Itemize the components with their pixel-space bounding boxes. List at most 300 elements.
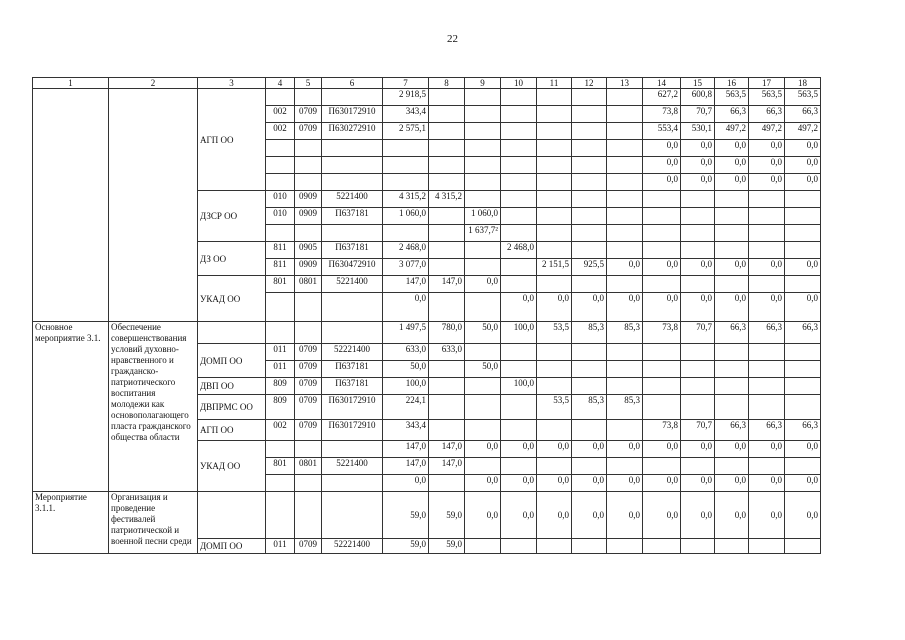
table-cell [643,225,681,242]
table-cell [572,140,607,157]
table-cell: 66,3 [785,322,821,344]
table-cell [715,225,749,242]
table-cell: 0,0 [715,441,749,458]
table-cell [383,225,429,242]
table-cell: 66,3 [749,106,785,123]
table-cell [572,208,607,225]
table-cell [501,259,537,276]
table-cell [572,242,607,259]
executor-cell: ДВП ОО [198,378,266,395]
table-cell: 5221400 [322,191,383,208]
table-cell [715,395,749,420]
table-cell: 0,0 [785,475,821,492]
table-cell [572,420,607,441]
table-cell: 0,0 [537,441,572,458]
table-cell [537,276,572,293]
table-cell [429,395,465,420]
column-header: 1 [33,78,109,89]
table-cell: 2 575,1 [383,123,429,140]
column-header: 9 [465,78,501,89]
table-cell: П637181 [322,378,383,395]
table-cell: 801 [266,276,295,293]
table-cell: 53,5 [537,395,572,420]
table-cell [607,106,643,123]
table-cell [537,89,572,106]
table-cell: 0,0 [681,140,715,157]
table-cell: 147,0 [429,276,465,293]
table-cell [681,344,715,361]
table-cell: 0801 [295,458,322,475]
table-cell [429,378,465,395]
table-cell: 0,0 [383,475,429,492]
table-cell: 0,0 [501,441,537,458]
table-cell: 50,0 [465,322,501,344]
table-cell [715,344,749,361]
table-cell [749,458,785,475]
table-cell [537,225,572,242]
table-cell: 85,3 [607,322,643,344]
table-cell: 0709 [295,420,322,441]
table-cell [537,106,572,123]
table-cell [681,361,715,378]
column-header: 17 [749,78,785,89]
table-cell: 50,0 [383,361,429,378]
table-cell: 0,0 [715,492,749,539]
table-cell [501,157,537,174]
table-cell [607,539,643,554]
table-cell: П630472910 [322,259,383,276]
table-cell [681,539,715,554]
table-cell: 0,0 [465,441,501,458]
table-cell [429,225,465,242]
table-cell: 66,3 [715,420,749,441]
column-header: 18 [785,78,821,89]
table-cell [643,539,681,554]
table-cell: 497,2 [785,123,821,140]
table-cell [607,344,643,361]
table-cell [607,191,643,208]
table-cell [501,140,537,157]
column-header: 11 [537,78,572,89]
table-cell [465,395,501,420]
table-cell: 0,0 [681,293,715,322]
table-cell: 010 [266,191,295,208]
table-cell [322,293,383,322]
table-cell: 0709 [295,539,322,554]
table-cell [607,458,643,475]
table-cell [322,492,383,539]
table-cell: 002 [266,106,295,123]
table-cell: 5221400 [322,458,383,475]
table-cell [715,242,749,259]
table-cell: 59,0 [383,539,429,554]
table-cell: 0,0 [681,174,715,191]
table-cell [785,378,821,395]
table-cell [572,344,607,361]
table-cell: 0,0 [749,293,785,322]
table-cell: 66,3 [749,322,785,344]
table-cell: 0,0 [749,475,785,492]
table-cell: 0,0 [749,157,785,174]
table-row [33,78,821,89]
table-cell [295,225,322,242]
table-cell: 002 [266,420,295,441]
table-cell [465,191,501,208]
table-cell: 66,3 [749,420,785,441]
table-cell: 59,0 [429,492,465,539]
table-cell [465,106,501,123]
table-cell: 1 497,5 [383,322,429,344]
table-cell: 0,0 [681,441,715,458]
table-cell: 1 060,0 [383,208,429,225]
table-cell: 0,0 [465,475,501,492]
continued-col2-cell [109,89,198,322]
table-cell [295,441,322,458]
table-cell [715,208,749,225]
table-cell [429,293,465,322]
table-cell: 66,3 [785,420,821,441]
table-cell [785,276,821,293]
table-cell: 0,0 [785,293,821,322]
table-cell: 0,0 [749,492,785,539]
table-cell [785,208,821,225]
table-cell [643,344,681,361]
table-cell [537,157,572,174]
table-cell: 2 468,0 [383,242,429,259]
column-header: 13 [607,78,643,89]
table-cell [429,174,465,191]
table-cell [383,157,429,174]
executor-cell [198,492,266,539]
column-header: 7 [383,78,429,89]
table-cell: 0,0 [572,293,607,322]
column-header: 14 [643,78,681,89]
table-cell: 3 077,0 [383,259,429,276]
table-cell [749,225,785,242]
table-cell: 0709 [295,395,322,420]
table-cell: 5221400 [322,276,383,293]
table-cell: 52221400 [322,344,383,361]
table-row [33,322,821,344]
table-cell: 0,0 [643,259,681,276]
table-cell [501,395,537,420]
table-cell [607,174,643,191]
table-cell: 0,0 [607,259,643,276]
table-cell: 0,0 [643,140,681,157]
table-cell: П630172910 [322,420,383,441]
table-cell: 100,0 [383,378,429,395]
table-cell: 73,8 [643,322,681,344]
table-cell [465,458,501,475]
table-cell [785,361,821,378]
table-cell: 0,0 [465,276,501,293]
table-cell [501,123,537,140]
column-header: 4 [266,78,295,89]
table-cell [465,539,501,554]
table-cell: 0,0 [383,293,429,322]
table-cell: 4 315,2 [383,191,429,208]
column-header: 8 [429,78,465,89]
table-cell: 0,0 [785,259,821,276]
table-cell: 530,1 [681,123,715,140]
table-cell [607,242,643,259]
table-cell [749,276,785,293]
table-cell [537,242,572,259]
table-cell: 1 060,0 [465,208,501,225]
table-cell [295,293,322,322]
table-cell [785,242,821,259]
table-cell: 85,3 [572,322,607,344]
table-cell [681,225,715,242]
table-cell: 0,0 [715,157,749,174]
table-cell: 0709 [295,344,322,361]
table-cell [501,276,537,293]
table-cell [715,378,749,395]
column-header: 15 [681,78,715,89]
continued-col1-cell [33,89,109,322]
table-cell [429,361,465,378]
table-cell: 0,0 [749,441,785,458]
table-cell [322,441,383,458]
table-cell [715,276,749,293]
table-cell: 73,8 [643,106,681,123]
table-cell [572,378,607,395]
table-cell [429,140,465,157]
table-cell: 0,0 [681,475,715,492]
table-cell [501,208,537,225]
table-cell [681,395,715,420]
table-cell: 002 [266,123,295,140]
executor-cell: АГП ОО [198,420,266,441]
executor-cell: ДВПРМС ОО [198,395,266,420]
table-cell: П630172910 [322,395,383,420]
table-cell: 147,0 [429,458,465,475]
table-row [33,89,821,106]
table-cell [537,361,572,378]
table-cell [785,344,821,361]
table-cell [643,242,681,259]
table-cell: 0,0 [715,293,749,322]
table-cell [572,89,607,106]
table-cell [501,420,537,441]
table-cell [465,344,501,361]
table-cell [501,344,537,361]
table-cell [501,174,537,191]
table-cell [465,174,501,191]
budget-table [32,77,821,554]
table-cell: 0709 [295,378,322,395]
table-cell: 147,0 [383,458,429,475]
table-cell: 2 151,5 [537,259,572,276]
table-cell: 0,0 [643,157,681,174]
table-cell [607,208,643,225]
table-cell [295,492,322,539]
table-cell [501,89,537,106]
table-cell: 0,0 [643,441,681,458]
table-cell [465,242,501,259]
table-cell [429,259,465,276]
table-cell: 0909 [295,259,322,276]
executor-cell: АГП ОО [198,89,266,191]
table-cell [266,225,295,242]
table-cell [465,378,501,395]
table-cell: 1 637,7² [465,225,501,242]
table-cell: 73,8 [643,420,681,441]
table-cell [572,539,607,554]
table-cell [465,420,501,441]
table-cell: 011 [266,344,295,361]
table-cell: 70,7 [681,322,715,344]
table-cell [465,157,501,174]
table-cell [749,344,785,361]
executor-cell: УКАД ОО [198,276,266,322]
table-cell [266,293,295,322]
table-cell: П637181 [322,242,383,259]
table-cell: 66,3 [715,322,749,344]
table-cell: 100,0 [501,322,537,344]
table-cell: 0,0 [572,441,607,458]
table-cell [681,378,715,395]
table-cell [749,242,785,259]
table-cell [607,157,643,174]
table-cell: 925,5 [572,259,607,276]
table-cell [643,276,681,293]
measure-description-cell: Организация и проведение фестивалей патриотической и военной песни среди [109,492,198,554]
table-cell [749,378,785,395]
table-cell: 0,0 [607,441,643,458]
table-cell: 497,2 [749,123,785,140]
table-cell [537,458,572,475]
table-cell [295,322,322,344]
table-cell [607,420,643,441]
table-cell [607,225,643,242]
table-cell [572,361,607,378]
table-cell: 0,0 [681,492,715,539]
table-cell [749,191,785,208]
column-header: 12 [572,78,607,89]
table-cell [465,140,501,157]
table-cell: 0905 [295,242,322,259]
table-cell: 4 315,2 [429,191,465,208]
column-header: 3 [198,78,266,89]
table-cell [465,293,501,322]
table-cell [607,361,643,378]
executor-cell: ДОМП ОО [198,344,266,378]
table-cell [322,475,383,492]
table-cell [295,475,322,492]
table-cell [607,140,643,157]
table-cell: 85,3 [572,395,607,420]
table-cell [537,123,572,140]
table-cell [383,140,429,157]
table-cell: 0,0 [749,174,785,191]
page-number: 22 [447,33,458,45]
table-cell: 0,0 [572,475,607,492]
table-cell [572,458,607,475]
table-cell: 0,0 [681,157,715,174]
table-cell [322,225,383,242]
table-cell [607,378,643,395]
table-cell: 0,0 [785,441,821,458]
table-cell: 85,3 [607,395,643,420]
table-cell: 343,4 [383,420,429,441]
table-cell [715,191,749,208]
table-cell [537,208,572,225]
table-cell [785,539,821,554]
table-cell [749,361,785,378]
table-cell [429,157,465,174]
table-cell [643,458,681,475]
column-header: 16 [715,78,749,89]
table-cell: 0,0 [537,492,572,539]
table-cell: П630272910 [322,123,383,140]
table-cell: 0,0 [501,475,537,492]
table-cell: 70,7 [681,420,715,441]
table-cell [322,174,383,191]
table-cell: 563,5 [715,89,749,106]
table-cell [749,208,785,225]
table-cell: 0,0 [785,492,821,539]
table-cell: 0,0 [715,475,749,492]
table-cell [429,123,465,140]
table-cell [295,157,322,174]
table-cell [295,174,322,191]
table-cell [501,539,537,554]
table-cell [537,344,572,361]
table-cell [681,242,715,259]
table-cell [322,89,383,106]
table-cell [465,89,501,106]
table-cell: 801 [266,458,295,475]
table-cell [465,123,501,140]
table-cell [537,420,572,441]
executor-cell [198,322,266,344]
table-cell: 147,0 [383,276,429,293]
table-cell: 811 [266,259,295,276]
table-cell [749,539,785,554]
table-cell [266,492,295,539]
table-cell: 780,0 [429,322,465,344]
table-cell [266,174,295,191]
table-cell [607,276,643,293]
table-cell [537,174,572,191]
table-cell: П637181 [322,208,383,225]
table-cell: 0709 [295,106,322,123]
table-cell [501,225,537,242]
executor-cell: УКАД ОО [198,441,266,492]
table-cell: 0,0 [607,492,643,539]
column-header: 5 [295,78,322,89]
table-cell [572,106,607,123]
table-cell: 0,0 [607,475,643,492]
table-cell [785,191,821,208]
table-cell: 809 [266,395,295,420]
table-cell [749,395,785,420]
measure-number-cell: Основное мероприятие 3.1. [33,322,109,492]
table-cell [429,475,465,492]
table-cell: 0,0 [715,259,749,276]
table-cell [572,276,607,293]
executor-cell: ДОМП ОО [198,539,266,554]
table-cell [572,174,607,191]
table-cell [572,225,607,242]
table-cell [785,458,821,475]
table-cell [715,361,749,378]
table-cell: 0,0 [643,293,681,322]
table-cell [266,441,295,458]
table-cell [537,539,572,554]
table-cell [681,458,715,475]
